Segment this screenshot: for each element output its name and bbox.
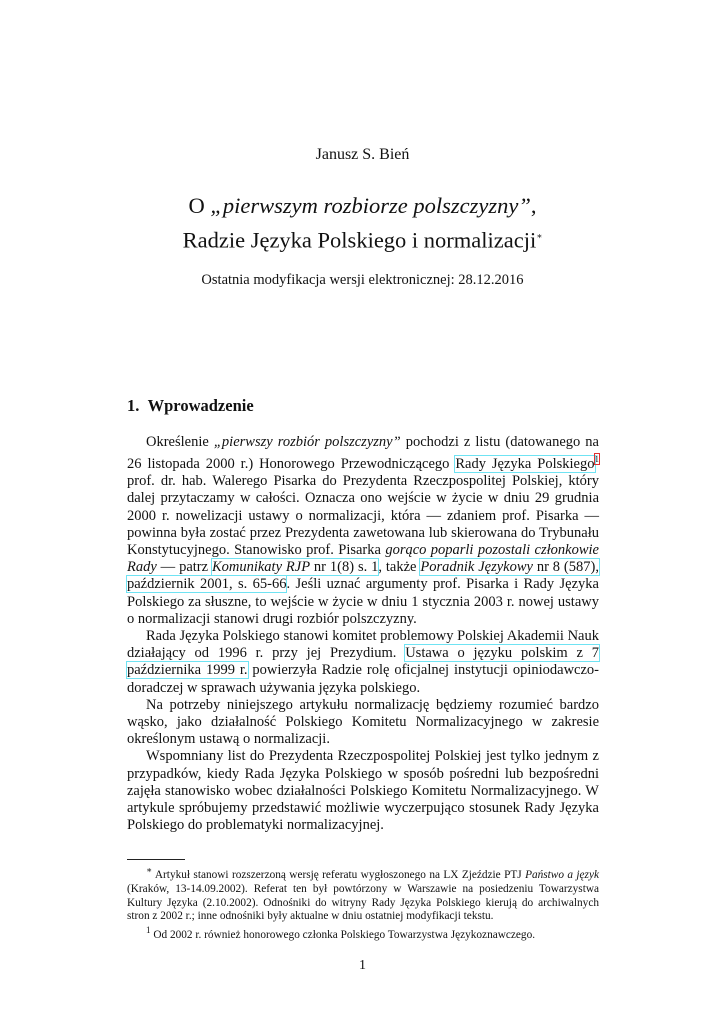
italic-run: Państwo a język (525, 868, 599, 881)
link-italic: Poradnik Językowy (420, 559, 533, 576)
footnote-star (127, 864, 599, 924)
text-run: Rada Języka Polskiego stanowi komitet problemowy Polskiej Akademii Nauk działający od 1996 r. przy jej Prezydium. (127, 628, 599, 662)
text-run: pochodzi z listu (datowanego na 26 listopada 2000 r.) Honorowego Przewodniczącego (127, 434, 599, 473)
paragraph-4: Wspomniany list do Prezydenta Rzeczpospolitej Polskiej jest tylko jednym z przypadków, kiedy Rada Języka Polskiego w sposób pośredni lub bezpośredni zajęła stanowisko wobec działalności Polskiego Komitetu Normalizacyjnego. W artykule spróbujemy przedstawić możliwie wyczerpująco stosunek Rady Języka Polskiego do problematyki normalizacyjnej. (127, 748, 599, 834)
title-comma: , (530, 193, 537, 218)
paragraph-2 (127, 628, 599, 697)
footnote-ref-1[interactable]: 1 (594, 454, 599, 465)
text-run: Od 2002 r. również honorowego członka Polskiego Towarzystwa Językoznawczego. (150, 929, 536, 942)
section-number: 1. (127, 396, 140, 415)
paragraph-1 (127, 434, 599, 628)
italic-run: gorąco poparli pozostali członkowie Rady (127, 542, 599, 576)
text-run: Artykuł stanowi rozszerzoną wersję referatu wygłoszonego na LX Zjeździe PTJ (152, 868, 526, 881)
footnote-mark: ∗ (146, 865, 153, 875)
text-run: Określenie (146, 434, 214, 450)
link-text: nr 1(8) s. 1 (310, 559, 379, 576)
footnote-rule (127, 859, 185, 860)
title-line2: Radzie Języka Polskiego i normalizacji (182, 227, 537, 253)
title-footnote-mark[interactable]: ∗ (536, 231, 543, 241)
link-komunikaty-rjp[interactable] (212, 559, 378, 575)
modification-date: Ostatnia modyfikacja wersji elektronicznej: 28.12.2016 (201, 272, 524, 288)
text-run: prof. dr. hab. Walerego Pisarka do Prezydenta Rzeczpospolitej Polskiej, który dalej przytaczamy w całości. Oznacza ono wejście w życie w dniu 29 grudnia 2000 r. nowelizacji ustawy o normalizacji, która — zdaniem prof. Pisarka — powinna była zostać przez Prezydenta zawetowana lub skierowana do Trybunału Konstytucyjnego. Stanowisko prof. Pisarka (127, 473, 599, 559)
author-name: Janusz S. Bień (315, 146, 410, 163)
footnotes (127, 864, 599, 943)
text-run: (Kraków, 13-14.09.2002). Referat ten był powtórzony w Warszawie na posiedzeniu Towarzystwa Kultury Języka (2.10.2002). Odnośniki do witryny Rady Języka Polskiego kierują do archiwalnych stron z 2002 r.; inne odnośniki były aktualne w dniu ostatniej modyfikacji tekstu. (127, 882, 599, 923)
link-text: nr 8 (587), październik 2001, s. 65-66 (127, 559, 599, 593)
paper-title (0, 191, 725, 256)
link-rada-jezyka-polskiego[interactable]: Rady Języka Polskiego (455, 456, 595, 473)
page-number: 1 (359, 958, 366, 973)
link-italic: Komunikaty RJP (211, 559, 311, 576)
title-italic: „pierwszym rozbiorze polszczyzny” (210, 193, 531, 218)
footnote-1 (127, 924, 599, 943)
text-run: . Jeśli uznać argumenty prof. Pisarka i Rady Języka Polskiego za słuszne, to wejście w życie w dniu 1 stycznia 2003 r. nowej ustawy o normalizacji stanowi drugi rozbiór polszczyzny. (127, 576, 599, 627)
text-run: , także (378, 559, 421, 576)
link-ustawa-o-jezyku-polskim[interactable]: Ustawa o języku polskim z 7 października 1999 r. (127, 645, 599, 679)
footnote-mark: 1 (146, 925, 151, 936)
paragraph-3: Na potrzeby niniejszego artykułu normalizację będziemy rozumieć bardzo wąsko, jako działalność Polskiego Komitetu Normalizacyjnego w zakresie określonym ustawą o normalizacji. (127, 696, 599, 748)
section-heading (127, 396, 254, 416)
text-run: powierzyła Radzie rolę oficjalnej instytucji opiniodawczo-doradczej w sprawach używania języka polskiego. (127, 662, 599, 696)
italic-run: „pierwszy rozbiór polszczyzny” (213, 434, 401, 450)
text-run: — patrz (156, 559, 212, 576)
section-title: Wprowadzenie (147, 396, 254, 415)
title-prefix: O (188, 193, 211, 218)
body-text (127, 434, 599, 835)
